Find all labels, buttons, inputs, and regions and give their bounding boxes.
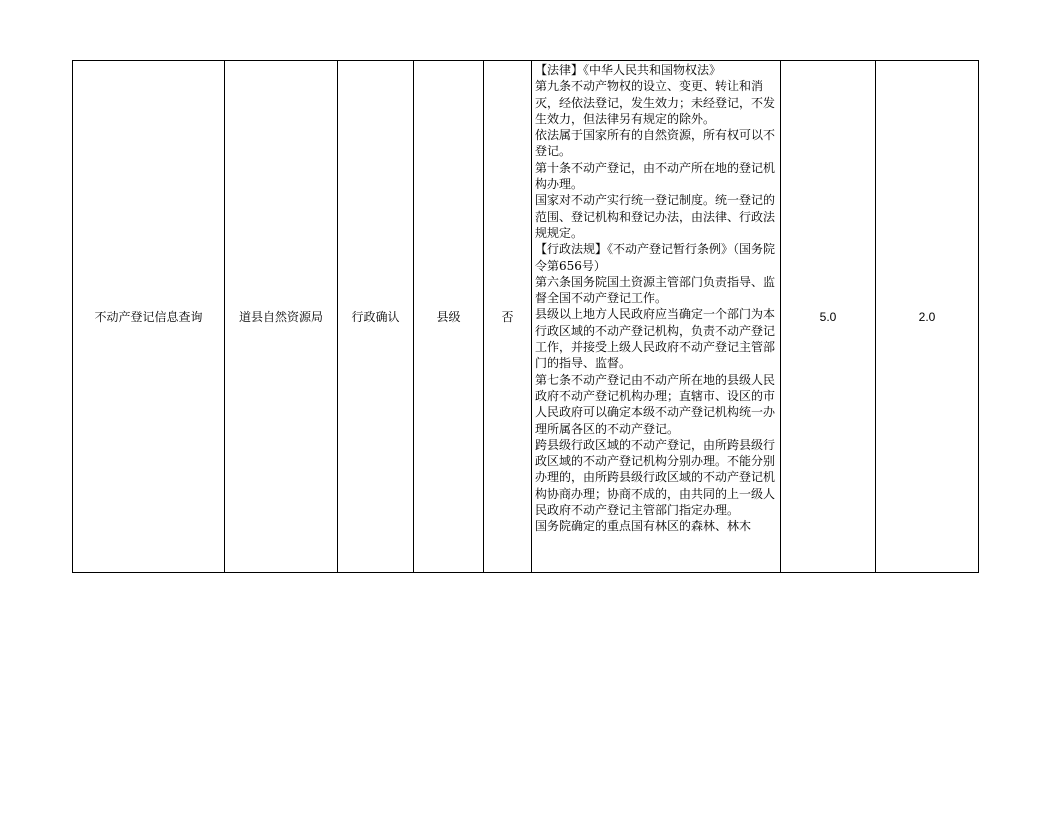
legal-basis-text [532, 61, 780, 572]
basis-paragraph: 国家对不动产实行统一登记制度。统一登记的范围、登记机构和登记办法，由法律、行政法规规定。 [535, 193, 776, 240]
level-cell: 县级 [414, 61, 484, 573]
department-cell: 道县自然资源局 [225, 61, 338, 573]
basis-paragraph: 依法属于国家所有的自然资源，所有权可以不登记。 [535, 128, 776, 159]
item-name-cell: 不动产登记信息查询 [73, 61, 225, 573]
basis-paragraph: 第十条不动产登记，由不动产所在地的登记机构办理。 [535, 160, 776, 192]
legal-basis-cell [532, 61, 781, 573]
table-row [73, 61, 979, 573]
value-b-cell: 2.0 [876, 61, 979, 573]
flag-cell: 否 [484, 61, 532, 573]
matters-table [72, 60, 979, 573]
basis-paragraph: 县级以上地方人民政府应当确定一个部门为本行政区域的不动产登记机构，负责不动产登记工作，并接受上级人民政府不动产登记主管部门的指导、监督。 [535, 307, 776, 371]
value-a-cell: 5.0 [781, 61, 876, 573]
basis-paragraph: 国务院确定的重点国有林区的森林、林木 [535, 519, 752, 534]
basis-paragraph: 第七条不动产登记由不动产所在地的县级人民政府不动产登记机构办理；直辖市、设区的市人民政府可以确定本级不动产登记机构统一办理所属各区的不动产登记。 [535, 372, 776, 436]
category-cell: 行政确认 [338, 61, 414, 573]
basis-paragraph: 第六条国务院国土资源主管部门负责指导、监督全国不动产登记工作。 [535, 274, 776, 306]
basis-paragraph: 跨县级行政区域的不动产登记，由所跨县级行政区域的不动产登记机构分别办理。不能分别办理的，由所跨县级行政区域的不动产登记机构协商办理；协商不成的，由共同的上一级人民政府不动产登记主管部门指定办理。 [535, 437, 776, 518]
basis-paragraph: 【行政法规】《不动产登记暂行条例》（国务院令第656号） [535, 242, 776, 273]
basis-paragraph: 第九条不动产物权的设立、变更、转让和消灭，经依法登记，发生效力；未经登记，不发生效力，但法律另有规定的除外。 [535, 79, 776, 126]
basis-paragraph: 【法律】《中华人民共和国物权法》 [535, 63, 722, 77]
